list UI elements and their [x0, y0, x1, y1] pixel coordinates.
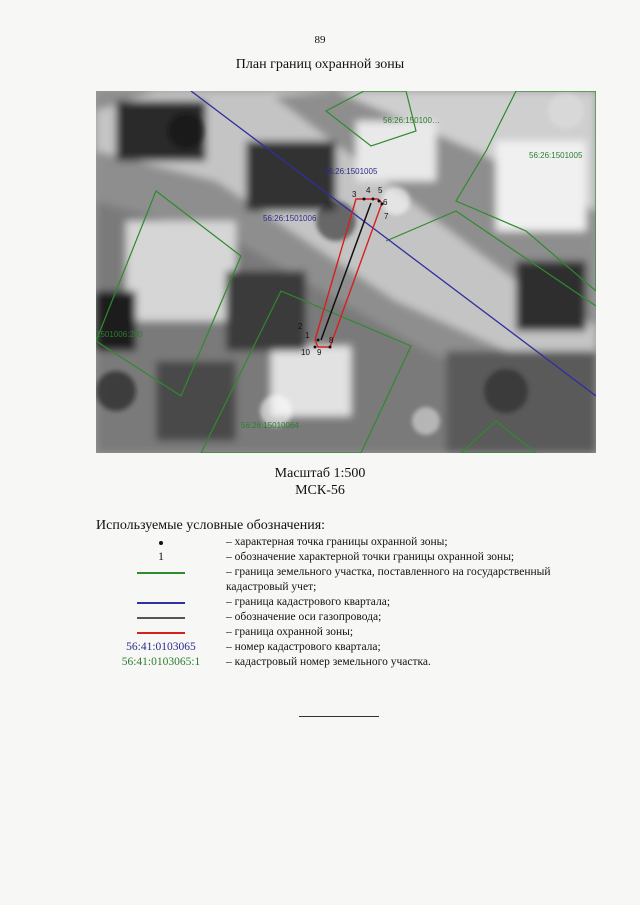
parcel-label-4: 56:26:15010064 — [241, 421, 299, 430]
scale-block — [0, 465, 640, 499]
legend-desc: – обозначение характерной точки границы охранной зоны; — [226, 551, 515, 563]
point-label-5: 5 — [378, 186, 383, 195]
quarter-number-sample: 56:41:0103065 — [126, 641, 196, 653]
blue-line-icon — [137, 602, 185, 604]
parcel-number-sample: 56:41:0103065:1 — [121, 656, 201, 668]
green-line-icon — [137, 572, 185, 574]
point-label-3: 3 — [352, 190, 357, 199]
legend-row — [96, 565, 606, 595]
legend-desc: – граница земельного участка, поставленного на государственный кадастровый учет; — [226, 566, 551, 593]
point-label-1: 1 — [305, 331, 310, 340]
legend — [96, 535, 606, 670]
legend-desc: – характерная точка границы охранной зоны; — [226, 536, 448, 548]
legend-row — [96, 535, 606, 550]
legend-row — [96, 610, 606, 625]
red-line-icon — [137, 632, 185, 634]
parcel-label-2: 56:26:1501005 — [529, 151, 583, 160]
point-label-7: 7 — [384, 212, 389, 221]
legend-desc: – кадастровый номер земельного участка. — [226, 656, 431, 668]
parcel-label-1: 56:26:150100… — [383, 116, 440, 125]
point-label-10: 10 — [301, 348, 310, 357]
point-label-2: 2 — [298, 322, 303, 331]
legend-desc: – граница кадастрового квартала; — [226, 596, 391, 608]
point-label-6: 6 — [383, 198, 388, 207]
point-label-4: 4 — [366, 186, 371, 195]
legend-title: Используемые условные обозначения: — [96, 518, 326, 533]
point-dot-icon — [159, 541, 163, 545]
legend-row — [96, 655, 606, 670]
end-rule — [299, 716, 379, 717]
legend-row — [96, 640, 606, 655]
point-number-symbol: 1 — [158, 551, 164, 563]
gray-line-icon — [137, 617, 185, 619]
quarter-label-1: 56:26:1501005 — [324, 167, 378, 176]
page-number: 89 — [314, 34, 326, 46]
map-image — [96, 91, 596, 453]
page-title: План границ охранной зоны — [235, 57, 405, 72]
legend-desc: – граница охранной зоны; — [226, 626, 354, 638]
point-label-8: 8 — [329, 336, 334, 345]
crs-text: МСК-56 — [295, 483, 345, 498]
legend-row — [96, 550, 606, 565]
legend-row — [96, 595, 606, 610]
quarter-label-2: 56:26:1501006 — [263, 214, 317, 223]
parcel-label-3: 1501006:200 — [96, 330, 143, 339]
legend-desc: – обозначение оси газопровода; — [226, 611, 382, 623]
scale-text: Масштаб 1:500 — [274, 466, 366, 481]
point-label-9: 9 — [317, 348, 322, 357]
legend-desc: – номер кадастрового квартала; — [226, 641, 381, 653]
legend-row — [96, 625, 606, 640]
